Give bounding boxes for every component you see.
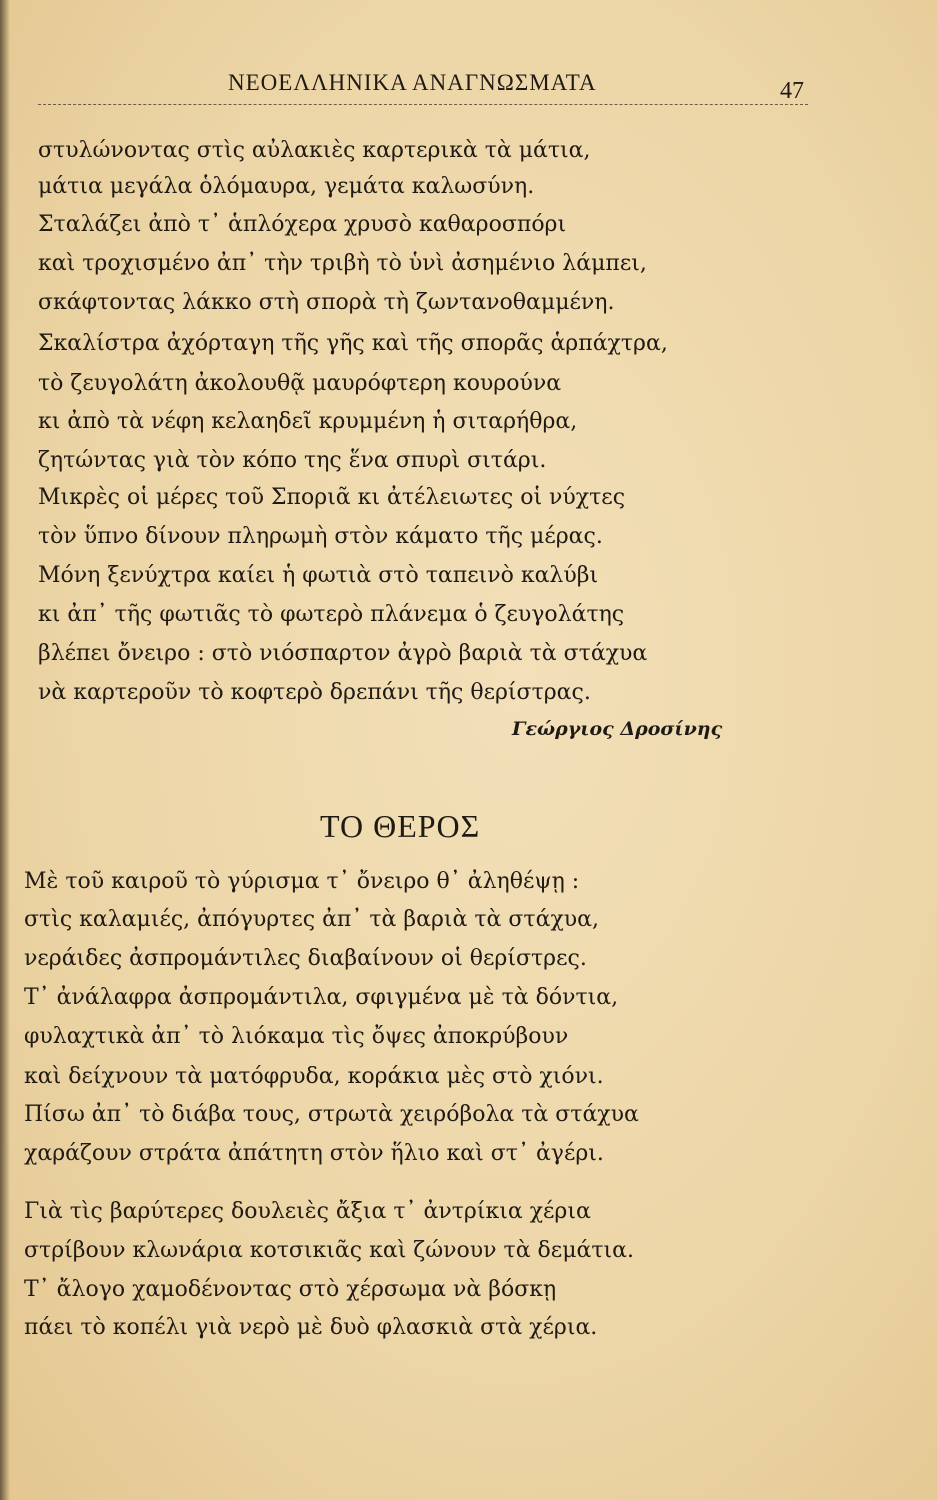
- poem-title: ΤΟ ΘΕΡΟΣ: [320, 808, 481, 844]
- poem-line: σκάφτοντας λάκκο στὴ σπορὰ τὴ ζωντανοθαμμένη.: [38, 290, 615, 315]
- poem-line: ζητώντας γιὰ τὸν κόπο της ἕνα σπυρὶ σιτάρι.: [38, 448, 547, 473]
- poem-line: Τ᾽ ἀνάλαφρα ἀσπρομάντιλα, σφιγμένα μὲ τὰ δόντια,: [24, 985, 619, 1010]
- poem-line: Γιὰ τὶς βαρύτερες δουλειὲς ἄξια τ᾽ ἀντρίκια χέρια: [24, 1199, 591, 1224]
- poem-line: Μικρὲς οἱ μέρες τοῦ Σποριᾶ κι ἀτέλειωτες οἱ νύχτες: [38, 485, 626, 510]
- author-signature: Γεώργιος Δροσίνης: [512, 718, 723, 740]
- poem-line: τὸν ὕπνο δίνουν πληρωμὴ στὸν κάματο τῆς μέρας.: [38, 524, 603, 549]
- poem-line: Τ᾽ ἄλογο χαμοδένοντας στὸ χέρσωμα νὰ βόσκῃ: [24, 1277, 557, 1302]
- page-number: 47: [780, 78, 804, 104]
- poem-line: καὶ τροχισμένο ἀπ᾽ τὴν τριβὴ τὸ ὑνὶ ἀσημένιο λάμπει,: [38, 251, 647, 276]
- poem-line: στὶς καλαμιές, ἀπόγυρτες ἀπ᾽ τὰ βαριὰ τὰ στάχυα,: [24, 907, 599, 932]
- poem-line: καὶ δείχνουν τὰ ματόφρυδα, κοράκια μὲς στὸ χιόνι.: [24, 1064, 604, 1089]
- poem-line: Σταλάζει ἀπὸ τ᾽ ἁπλόχερα χρυσὸ καθαροσπόρι: [38, 212, 567, 237]
- poem-line: Μὲ τοῦ καιροῦ τὸ γύρισμα τ᾽ ὄνειρο θ᾽ ἀληθέψῃ :: [24, 869, 580, 894]
- poem-line: στυλώνοντας στὶς αὐλακιὲς καρτερικὰ τὰ μάτια,: [38, 138, 591, 163]
- poem-line: βλέπει ὄνειρο : στὸ νιόσπαρτον ἀγρὸ βαριὰ τὰ στάχυα: [38, 641, 648, 666]
- page-spine-shadow: [0, 0, 10, 1500]
- poem-line: κι ἀπ᾽ τῆς φωτιᾶς τὸ φωτερὸ πλάνεμα ὁ ζευγολάτης: [38, 602, 625, 627]
- poem-line: νὰ καρτεροῦν τὸ κοφτερὸ δρεπάνι τῆς θερίστρας.: [38, 680, 591, 705]
- poem-line: φυλαχτικὰ ἀπ᾽ τὸ λιόκαμα τὶς ὄψες ἀποκρύβουν: [24, 1024, 569, 1049]
- poem-line: χαράζουν στράτα ἀπάτητη στὸν ἥλιο καὶ στ᾽ ἀγέρι.: [24, 1141, 604, 1166]
- poem-line: Μόνη ξενύχτρα καίει ἡ φωτιὰ στὸ ταπεινὸ καλύβι: [38, 563, 599, 588]
- poem-line: κι ἀπὸ τὰ νέφη κελαηδεῖ κρυμμένη ἡ σιταρήθρα,: [38, 409, 578, 434]
- poem-line: μάτια μεγάλα ὁλόμαυρα, γεμάτα καλωσύνη.: [38, 174, 535, 199]
- poem-line: Σκαλίστρα ἀχόρταγη τῆς γῆς καὶ τῆς σπορᾶς ἁρπάχτρα,: [38, 331, 668, 356]
- poem-line: τὸ ζευγολάτη ἀκολουθᾷ μαυρόφτερη κουρούνα: [38, 371, 562, 396]
- running-title: ΝΕΟΕΛΛΗΝΙΚΑ ΑΝΑΓΝΩΣΜΑΤΑ: [228, 70, 597, 95]
- header-rule: [38, 104, 808, 105]
- poem-line: Πίσω ἀπ᾽ τὸ διάβα τους, στρωτὰ χειρόβολα τὰ στάχυα: [24, 1102, 639, 1127]
- poem-line: νεράιδες ἀσπρομάντιλες διαβαίνουν οἱ θερίστρες.: [24, 946, 587, 971]
- poem-line: πάει τὸ κοπέλι γιὰ νερὸ μὲ δυὸ φλασκιὰ στὰ χέρια.: [24, 1315, 598, 1340]
- poem-line: στρίβουν κλωνάρια κοτσικιᾶς καὶ ζώνουν τὰ δεμάτια.: [24, 1238, 634, 1263]
